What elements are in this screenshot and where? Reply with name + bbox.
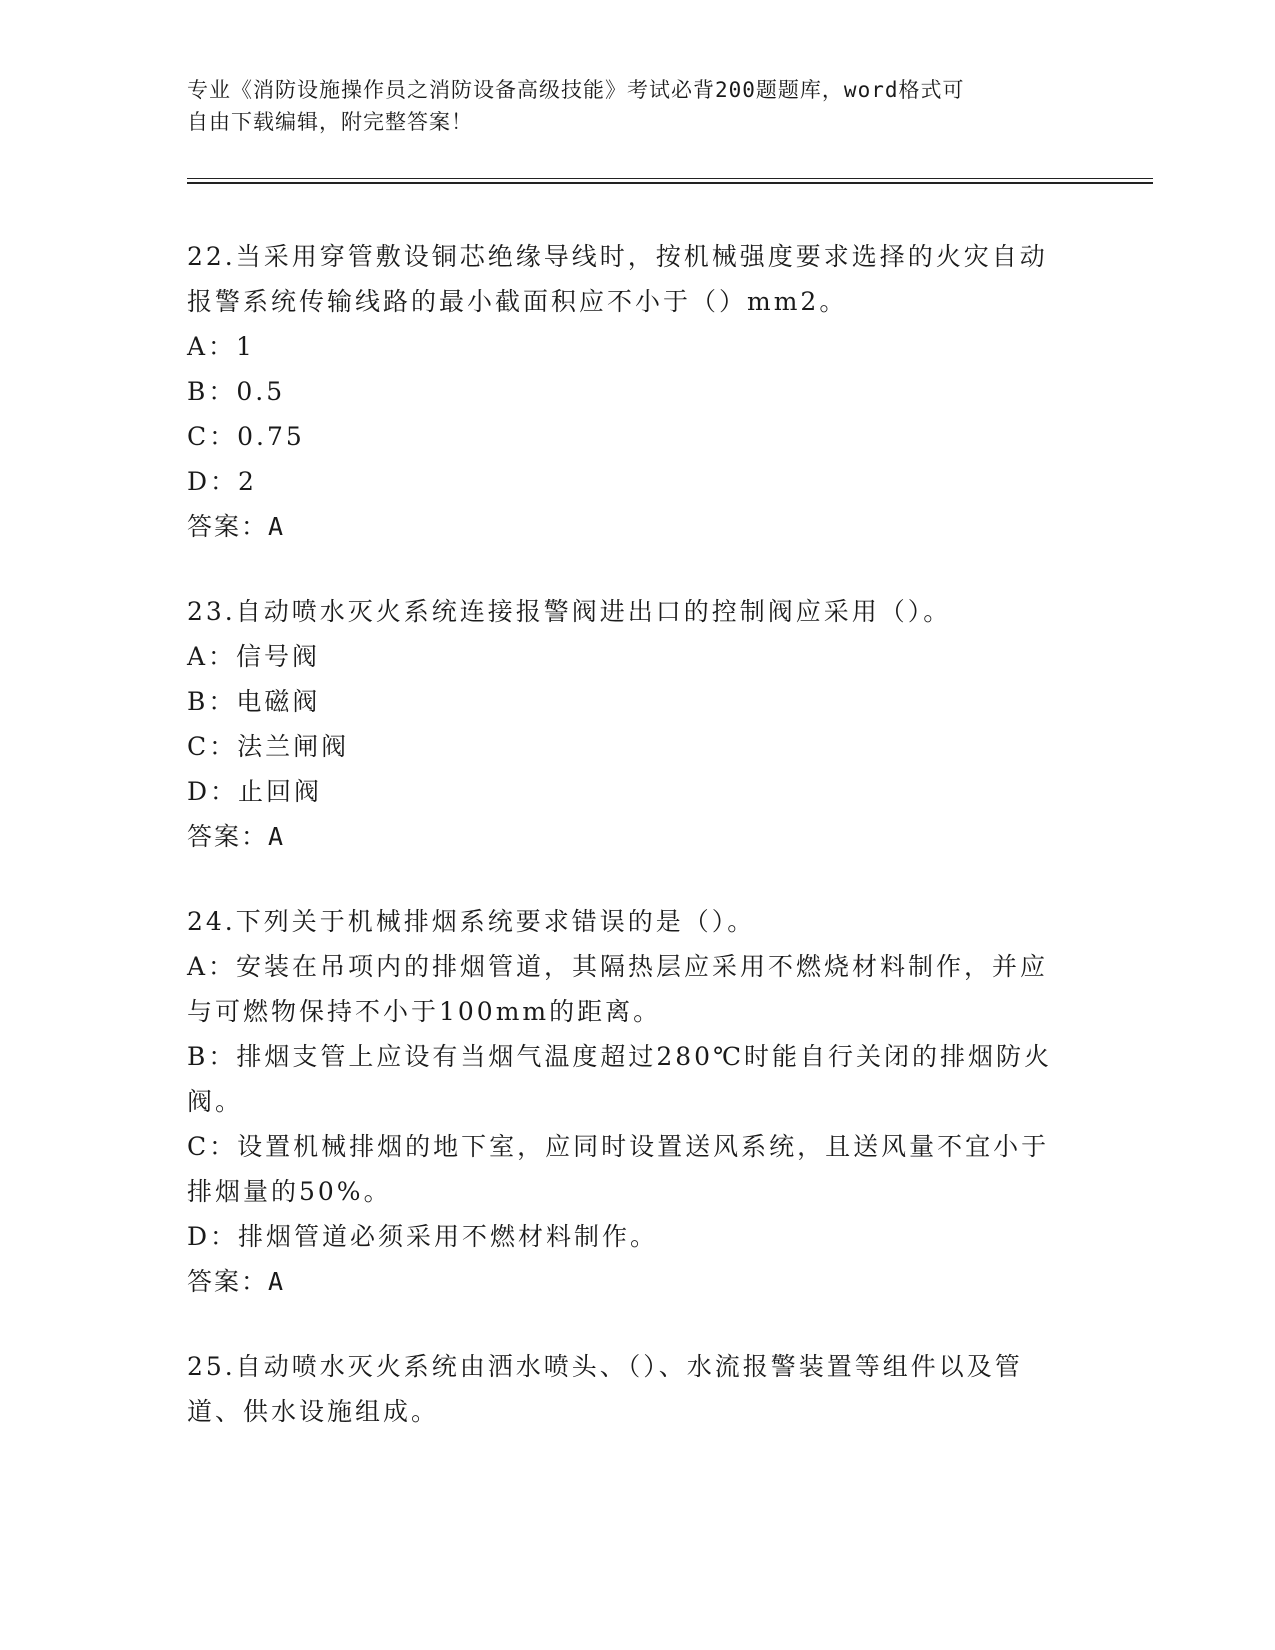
option-c-cont: 排烟量的50%。 — [187, 1177, 392, 1206]
header-line-2: 自由下载编辑，附完整答案！ — [187, 110, 473, 134]
option-d: D：排烟管道必须采用不燃材料制作。 — [187, 1222, 659, 1251]
question-stem: 25.自动喷水灭火系统由洒水喷头、（）、水流报警装置等组件以及管 — [187, 1352, 1023, 1381]
option-c: C：法兰闸阀 — [187, 732, 350, 761]
question-22 — [187, 234, 1087, 549]
header-divider — [187, 178, 1153, 179]
option-a: A：安装在吊项内的排烟管道，其隔热层应采用不燃烧材料制作，并应 — [187, 952, 1049, 981]
answer: 答案：A — [187, 822, 286, 851]
option-d: D：2 — [187, 467, 257, 496]
question-stem: 23.自动喷水灭火系统连接报警阀进出口的控制阀应采用（）。 — [187, 597, 952, 626]
option-a: A：1 — [187, 332, 255, 361]
answer: 答案：A — [187, 512, 286, 541]
option-c: C：设置机械排烟的地下室，应同时设置送风系统，且送风量不宜小于 — [187, 1132, 1050, 1161]
question-25 — [187, 1344, 1087, 1434]
question-stem: 24.下列关于机械排烟系统要求错误的是（）。 — [187, 907, 756, 936]
option-b: B：电磁阀 — [187, 687, 321, 716]
document-header — [187, 74, 1067, 138]
question-stem: 报警系统传输线路的最小截面积应不小于（）mm2。 — [187, 287, 848, 316]
answer: 答案：A — [187, 1267, 286, 1296]
question-24 — [187, 899, 1087, 1304]
option-c: C：0.75 — [187, 422, 305, 451]
question-list — [187, 234, 1087, 1474]
question-stem: 22.当采用穿管敷设铜芯绝缘导线时，按机械强度要求选择的火灾自动 — [187, 242, 1048, 271]
option-b: B：0.5 — [187, 377, 286, 406]
option-d: D：止回阀 — [187, 777, 323, 806]
header-divider-thick — [187, 182, 1153, 184]
option-a: A：信号阀 — [187, 642, 321, 671]
question-23 — [187, 589, 1087, 859]
header-line-1: 专业《消防设施操作员之消防设备高级技能》考试必背200题题库，word格式可 — [187, 78, 965, 102]
option-b-cont: 阀。 — [187, 1087, 244, 1116]
option-a-cont: 与可燃物保持不小于100mm的距离。 — [187, 997, 662, 1026]
question-stem: 道、供水设施组成。 — [187, 1397, 440, 1426]
option-b: B：排烟支管上应设有当烟气温度超过280℃时能自行关闭的排烟防火 — [187, 1042, 1053, 1071]
